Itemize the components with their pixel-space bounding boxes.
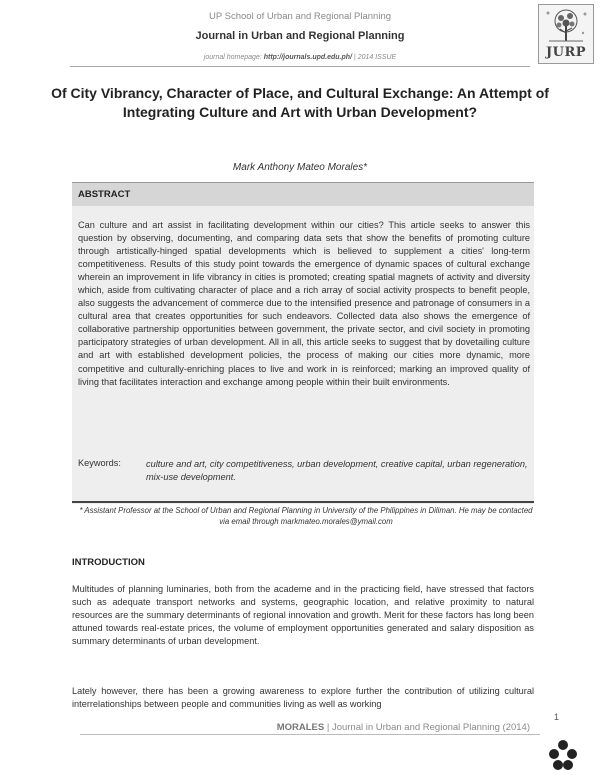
footer-journal: | Journal in Urban and Regional Planning (2014) [324, 722, 530, 733]
introduction-paragraph-1: Multitudes of planning luminaries, both from the academe and in the practicing field, have stressed that factors such as adequate transport networks and systems, geographic location, and relative proximity to natural resources are the summary determinants of regional innovation and growth. Merit for these factors has long been attuned towards real-estate prices, the volume of employment opportunities generated and salary disposition as summary determinants of urban development. [72, 584, 534, 647]
logo-wordmark: JURP [545, 45, 587, 60]
abstract-heading: ABSTRACT [78, 189, 131, 200]
article-author: Mark Anthony Mateo Morales* [232, 162, 368, 173]
introduction-heading: INTRODUCTION [72, 557, 145, 568]
introduction-paragraph-2: Lately however, there has been a growing awareness to explore further the contribution of utilizing cultural interrelationships between people and communities living as well as working [72, 686, 534, 710]
abstract-header-bar [72, 183, 534, 206]
issue-label: | 2014 ISSUE [351, 54, 397, 61]
abstract-box [72, 182, 534, 504]
abstract-text: Can culture and art assist in facilitating development within our cities? This article seeks to answer this question by observing, documenting, and comparing data sets that show the benefits of promoting culture through artistically-hinged spatial developments which is believed to supplement a cities' long-term competitiveness. Results of this study point towards the emergence of dynamic spaces of cultural exchange wherein an improvement in life vibrancy in cities is promoted; creating spatial magnets of activity and diversity which, aside from cultivating character of place and a rich array of social activity prospects to benefit people, also suggests the advancement of commerce due to the intensified presence and patronage of consumers in a cultural area that creates opportunities for such endeavors. Collected data also shows the emergence of collaborative partnership opportunities between government, the private sector, and civil society in promoting participatory strategies of urban development. All in all, this article seeks to suggest that by dovetailing culture and art with established development policies, the process of making our cities more dynamic, more competitive and culturally-enriching places to live and work in is reinforced; marking an improved quality of living that facilitates interaction and exchange among people within their built environments. [78, 220, 530, 387]
abstract-divider [72, 501, 534, 503]
header-divider [70, 66, 530, 67]
logo-tree-icon [539, 5, 593, 49]
author-footnote: * Assistant Professor at the School of Urban and Regional Planning in University of the Philippines in Diliman. He may be contacted via email through markmateo.morales@ymail.com [79, 506, 533, 526]
footer-author: MORALES [276, 722, 325, 733]
footer-divider [80, 734, 540, 735]
keywords-label: Keywords: [78, 458, 121, 468]
journal-name: Journal in Urban and Regional Planning [195, 30, 405, 42]
page-number: 1 [554, 712, 560, 722]
homepage-link[interactable]: http://journals.upd.edu.ph/ [263, 54, 352, 61]
keywords-text: culture and art, city competitiveness, urban development, creative capital, urban regeneration, mix-use development. [146, 459, 528, 482]
article-title: Of City Vibrancy, Character of Place, and Cultural Exchange: An Attempt of Integrating Culture and Art with Urban Development? [51, 85, 549, 120]
homepage-prefix: journal homepage: [203, 54, 264, 61]
journal-logo [538, 4, 594, 64]
footer-citation [200, 722, 530, 733]
flower-ornament-icon [546, 738, 580, 772]
header-institution: UP School of Urban and Regional Planning [208, 11, 392, 22]
journal-homepage [0, 54, 600, 61]
